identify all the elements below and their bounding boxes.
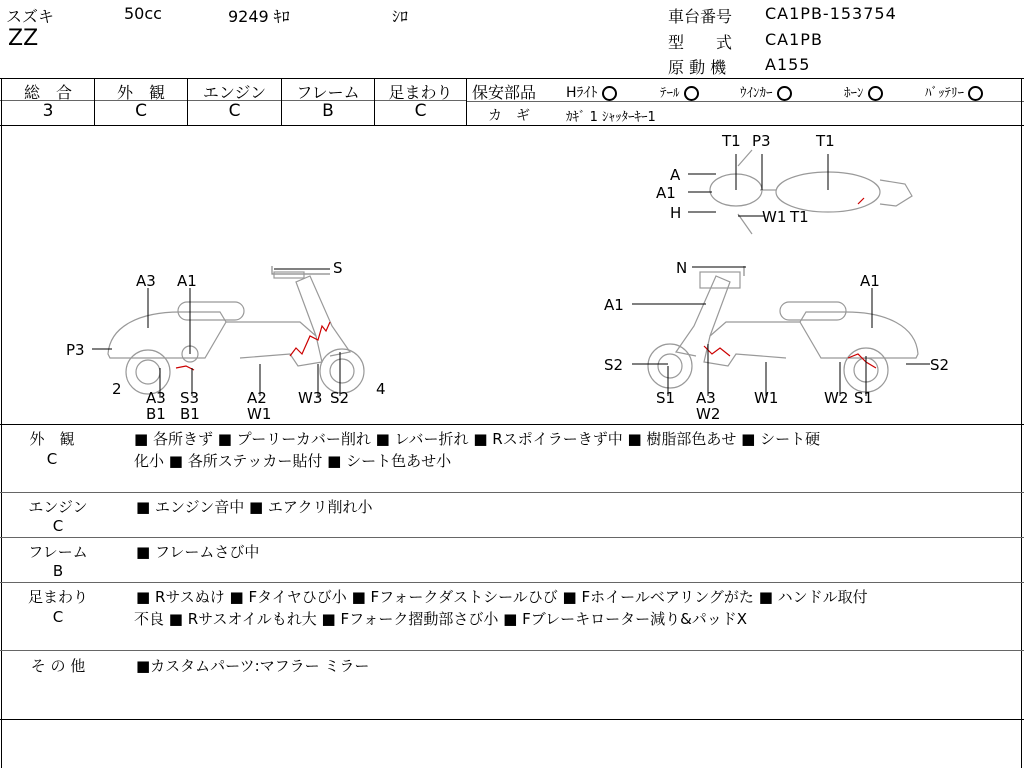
remark-grade: C (46, 450, 58, 468)
remark-grade: B (52, 562, 64, 580)
type-value: CA1PB (765, 30, 823, 49)
model-name: ZZ (8, 26, 39, 51)
ok-mark-icon (968, 86, 983, 101)
engine-value: C (228, 101, 241, 121)
divider (0, 537, 1024, 538)
remark-text: 不良 ■ Rサスオイルもれ大 ■ Fフォーク摺動部さび小 ■ Fブレーキローター減り&パッドX (134, 610, 748, 628)
svg-text:N: N (676, 259, 688, 277)
svg-text:T1: T1 (816, 132, 835, 150)
damage-mark (290, 322, 330, 356)
suspension-label: 足まわり (388, 83, 453, 102)
remark-text: ■ Rサスぬけ ■ Fタイヤひび小 ■ Fフォークダストシールひび ■ Fホイールベアリングがた ■ ハンドル取付 (136, 588, 868, 606)
svg-text:S3: S3 (180, 389, 200, 407)
svg-text:S2: S2 (604, 356, 624, 374)
svg-text:T1: T1 (722, 132, 741, 150)
key-label: カ ギ (488, 108, 530, 124)
ok-mark-icon (602, 86, 617, 101)
remark-text: 化小 ■ 各所ステッカー貼付 ■ シート色あせ小 (134, 452, 452, 470)
frame-label: フレーム (296, 83, 360, 102)
svg-text:S1: S1 (656, 389, 676, 407)
safety-item-headlight: Hﾗｲﾄ (566, 82, 617, 102)
exterior-value: C (135, 101, 147, 121)
divider (0, 78, 1024, 79)
suspension-value: C (414, 101, 427, 121)
svg-text:S2: S2 (330, 389, 350, 407)
scooter-top-view (710, 150, 912, 234)
damage-mark (858, 198, 864, 204)
divider (0, 492, 1024, 493)
remark-text: ■ 各所きず ■ プーリーカバー削れ ■ レバー折れ ■ Rスポイラーきず中 ■ 樹脂部色あせ ■ シート硬 (134, 430, 821, 448)
remark-text: ■ エンジン音中 ■ エアクリ削れ小 (136, 498, 373, 516)
svg-text:A3: A3 (146, 389, 166, 407)
svg-text:A3: A3 (136, 272, 156, 290)
svg-text:W1: W1 (754, 389, 779, 407)
divider (0, 650, 1024, 651)
frame-number-value: CA1PB-153754 (765, 4, 897, 23)
svg-text:S: S (333, 259, 343, 277)
svg-text:W2: W2 (696, 405, 721, 423)
svg-text:P3: P3 (66, 341, 85, 359)
overall-value: 3 (42, 101, 54, 121)
safety-item-tail: ﾃｰﾙ (660, 82, 699, 101)
frame-number-label: 車台番号 (668, 7, 733, 26)
svg-text:A: A (670, 166, 681, 184)
key-value: ｶｷﾞ 1 ｼｬｯﾀｰｷｰ1 (566, 110, 656, 125)
color: ｼﾛ (392, 7, 409, 26)
remark-grade: C (52, 517, 64, 535)
mileage: 9249 ｷﾛ (228, 7, 290, 26)
damage-mark (848, 354, 876, 368)
remark-grade: C (52, 608, 64, 626)
damage-diagram (0, 126, 1022, 424)
svg-text:W2: W2 (824, 389, 849, 407)
diagram-labels (66, 132, 949, 423)
svg-text:B1: B1 (180, 405, 200, 423)
divider (0, 719, 1024, 720)
safety-item-horn: ﾎｰﾝ (844, 82, 883, 101)
safety-item-winker: ｳｲﾝｶｰ (740, 82, 792, 101)
remark-label: 外 観 (29, 430, 75, 448)
maker: スズキ (6, 7, 55, 26)
frame-value: B (322, 101, 334, 121)
ok-mark-icon (868, 86, 883, 101)
safety-label: 保安部品 (472, 83, 537, 102)
engine-model-label: 原 動 機 (668, 58, 727, 77)
divider (466, 101, 1024, 102)
svg-text:A1: A1 (177, 272, 197, 290)
svg-text:A1: A1 (860, 272, 880, 290)
svg-text:W1: W1 (247, 405, 272, 423)
svg-text:W1: W1 (762, 208, 787, 226)
safety-item-battery: ﾊﾞｯﾃﾘｰ (925, 82, 983, 101)
overall-label: 総 合 (23, 83, 72, 102)
remark-label: エンジン (28, 498, 88, 516)
svg-text:A1: A1 (604, 296, 624, 314)
svg-text:P3: P3 (752, 132, 771, 150)
engine-label: エンジン (202, 83, 267, 102)
svg-text:B1: B1 (146, 405, 166, 423)
remark-text: ■カスタムパーツ:マフラー ミラー (136, 657, 370, 675)
svg-text:W3: W3 (298, 389, 323, 407)
svg-text:A1: A1 (656, 184, 676, 202)
remark-text: ■ フレームさび中 (136, 543, 260, 561)
svg-text:A2: A2 (247, 389, 267, 407)
remark-label: 足まわり (27, 588, 88, 606)
exterior-label: 外 観 (116, 83, 165, 102)
divider (0, 424, 1024, 425)
remark-label: そ の 他 (30, 657, 86, 675)
ok-mark-icon (684, 86, 699, 101)
svg-text:T1: T1 (790, 208, 809, 226)
svg-text:S2: S2 (930, 356, 950, 374)
displacement: 50cc (124, 4, 162, 23)
svg-text:A3: A3 (696, 389, 716, 407)
type-label: 型 式 (668, 33, 733, 52)
engine-model-value: A155 (765, 55, 811, 74)
divider (0, 582, 1024, 583)
svg-text:2: 2 (112, 380, 122, 398)
remark-label: フレーム (28, 543, 88, 561)
leader-lines (92, 154, 930, 396)
svg-text:S1: S1 (854, 389, 874, 407)
ok-mark-icon (777, 86, 792, 101)
svg-text:4: 4 (376, 380, 386, 398)
svg-text:H: H (670, 204, 682, 222)
damage-mark (176, 366, 194, 370)
divider (466, 78, 467, 125)
